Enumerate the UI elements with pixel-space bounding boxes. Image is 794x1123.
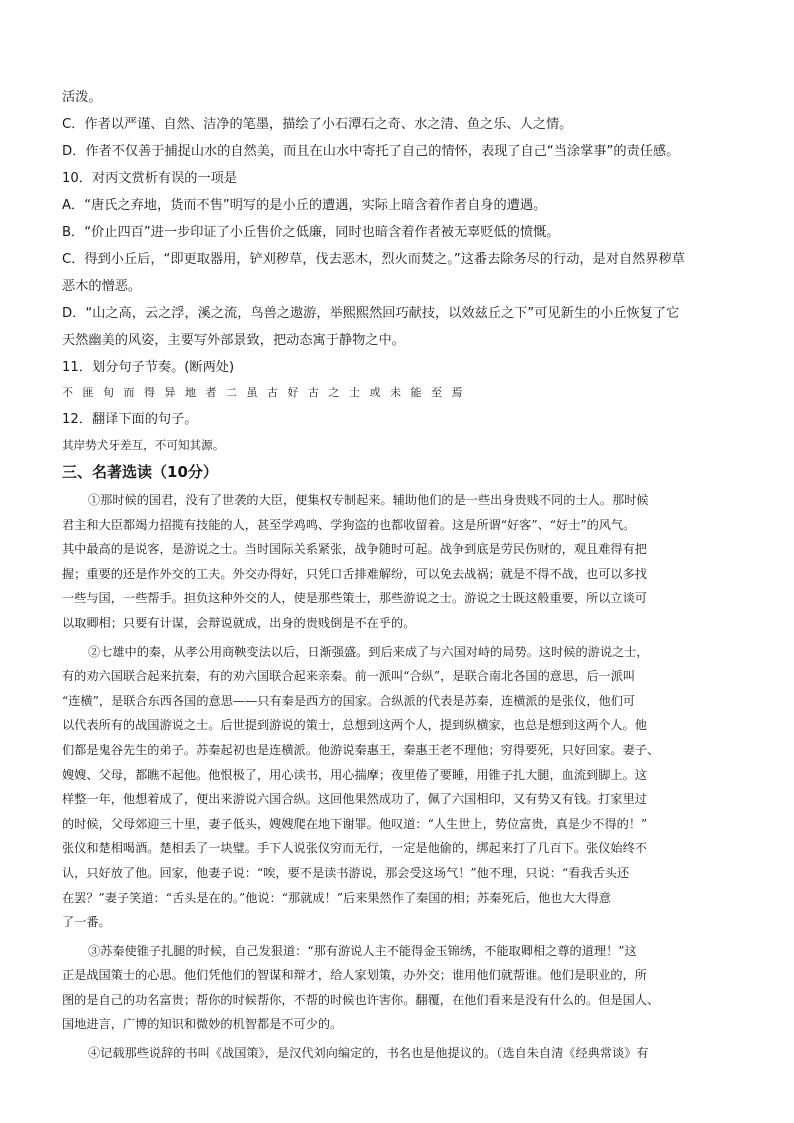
question-9-option-c: C．作者以严谨、自然、洁净的笔墨，描绘了小石潭石之奇、水之清、鱼之乐、人之情。: [62, 117, 573, 132]
passage-paragraph-3: [62, 939, 742, 1037]
question-10-option-a: A．“唐氏之弃地，货而不售”明写的是小丘的遭遇，实际上暗含着作者自身的遭遇。: [62, 198, 547, 213]
passage-line: ④记载那些说辞的书叫《战国策》，是汉代刘向编定的，书名也是他提议的。（选自朱自清《经典常谈》有: [88, 1046, 649, 1061]
passage-line: 们都是鬼谷先生的弟子。苏秦起初也是连横派。他游说秦惠王，秦惠王老不理他；穷得要死，只好回家。妻子、: [62, 742, 660, 757]
question-9-option-d: D．作者不仅善于捕捉山水的自然美，而且在山水中寄托了自己的情怀，表现了自己“当涂掌事”的责任感。: [62, 144, 680, 159]
question-10-option-d-continued: 天然幽美的风姿，主要写外部景致，把动态寓于静物之中。: [62, 333, 405, 348]
passage-paragraph-1: [62, 488, 742, 636]
passage-line: “连横”，是联合东西各国的意思——只有秦是西方的国家。合纵派的代表是苏秦，连横派的是张仪，他们可: [62, 693, 636, 708]
section-3-heading: 三、名著选读（10分）: [62, 463, 218, 481]
passage-line: 图的是自己的功名富贵；帮你的时候帮你，不帮的时候也许害你。翻覆，在他们看来是没有什么的。但是国人、: [62, 992, 660, 1007]
exam-page: [62, 84, 742, 1066]
passage-line: 了一番。: [62, 915, 111, 930]
question-10-stem: 10．对丙文赏析有误的一项是: [62, 171, 238, 186]
question-10-option-c: C．得到小丘后，“即更取器用，铲刈秽草，伐去恶木，烈火而焚之。”这番去除务尽的行动，是对自然界秽草: [62, 252, 685, 267]
passage-line: 以代表所有的战国游说之士。后世提到游说的策士，总想到这两个人，提到纵横家，也总是想到这两个人。他: [62, 718, 647, 733]
passage-line: 张仪和楚相喝酒。楚相丢了一块璧。手下人说张仪穷而无行，一定是他偷的，绑起来打了几百下。张仪始终不: [62, 841, 647, 856]
question-10-option-b: B．“价止四百”进一步印证了小丘售价之低廉，同时也暗含着作者被无辜贬低的愤慨。: [62, 225, 560, 240]
passage-line: 君主和大臣都竭力招揽有技能的人，甚至学鸡鸣、学狗盗的也都收留着。这是所谓“好客”、“好士”的风气。: [62, 517, 636, 532]
passage-line: 握；重要的还是作外交的工夫。外交办得好，只凭口舌排难解纷，可以免去战祸；就是不得不战，也可以多找: [62, 566, 647, 581]
passage-line: 正是战国策士的心思。他们凭他们的智谋和辩才，给人家划策，办外交；谁用他们就帮谁。他们是职业的，所: [62, 968, 647, 983]
passage-line: 有的劝六国联合起来抗秦，有的劝六国联合起来亲秦。前一派叫“合纵”，是联合南北各国的意思，后一派叫: [62, 669, 636, 684]
question-11-stem: 11．划分句子节奏。(断两处): [62, 360, 235, 375]
passage-line: ③苏秦使锥子扎腿的时候，自己发狠道：“那有游说人主不能得金玉锦绣，不能取卿相之尊的道理！”这: [88, 943, 637, 958]
passage-line: ②七雄中的秦，从孝公用商鞅变法以后，日渐强盛。到后来成了与六国对峙的局势。这时候的游说之士，: [88, 644, 649, 659]
question-10-option-d: D．“山之高，云之浮，溪之流，鸟兽之遨游，举熙熙然回巧献技，以效兹丘之下”可见新生的小丘恢复了它: [62, 306, 680, 321]
question-12-stem: 12．翻译下面的句子。: [62, 411, 198, 427]
passage-paragraph-4: [62, 1041, 742, 1066]
question-11-sentence: 不匪旬而得异地者二虽古好古之士或未能至焉: [62, 386, 472, 399]
passage-line: 国地进言，广博的知识和微妙的机智都是不可少的。: [62, 1017, 343, 1032]
passage-line: 一些与国，一些帮手。担负这种外交的人，使是那些策士，那些游说之士。游说之士既这般重要，所以立谈可: [62, 591, 647, 606]
passage-line: 其中最高的是说客，是游说之士。当时国际关系紧张，战争随时可起。战争到底是劳民伤财的，观且难得有把: [62, 542, 647, 557]
question-9-option-b-end: 活泼。: [62, 90, 102, 105]
question-12-sentence: 其岸势犬牙差互，不可知其源。: [62, 437, 225, 452]
passage-line: 认，只好放了他。回家，他妻子说：“唉，要不是读书游说，那会受这场气！”他不理，只说：“看我舌头还: [62, 865, 630, 880]
passage-line: 以取卿相；只要有计谋，会辩说就成，出身的贵贱倒是不在乎的。: [62, 615, 416, 630]
passage-line: 嫂嫂、父母，都瞧不起他。他恨极了，用心读书，用心揣摩；夜里倦了要睡，用锥子扎大腿，血流到脚上。这: [62, 767, 647, 782]
passage-line: 样整一年，他想着成了，便出来游说六国合纵。这回他果然成功了，佩了六国相印，又有势又有钱。打家里过: [62, 792, 647, 807]
passage-paragraph-2: [62, 640, 742, 935]
passage-line: 的时候，父母郊迎三十里，妻子低头，嫂嫂爬在地下谢罪。他叹道：“人生世上，势位富贵，真是少不得的！”: [62, 816, 648, 831]
question-10-option-c-continued: 恶木的憎恶。: [62, 279, 142, 294]
passage-line: 在罢？”妻子笑道：“舌头是在的。”他说：“那就成！”后来果然作了秦国的相；苏秦死后，他也大大得意: [62, 890, 612, 905]
passage-line: ①那时候的国君，没有了世袭的大臣，便集权专制起来。辅助他们的是一些出身贵贱不同的士人。那时候: [88, 493, 649, 507]
